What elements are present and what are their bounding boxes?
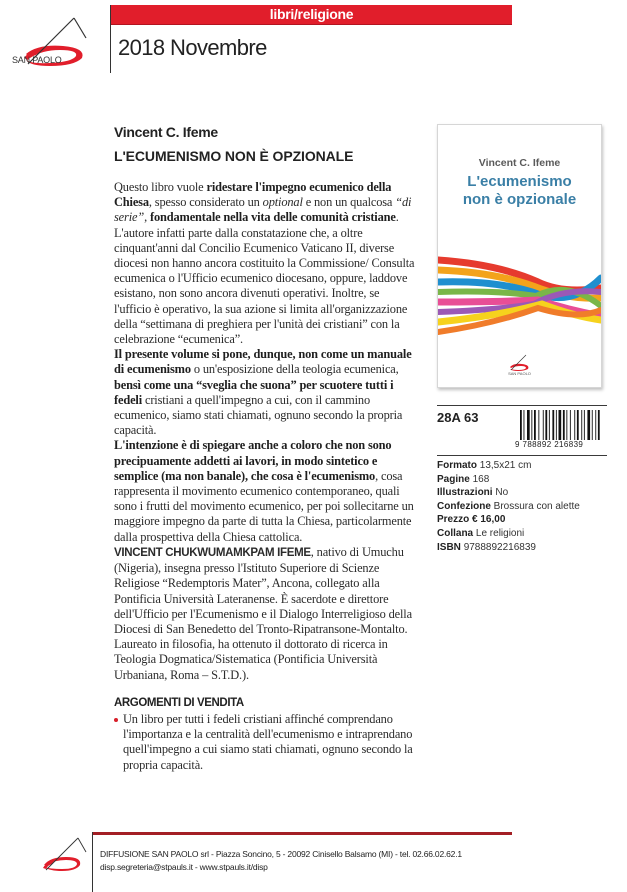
spec-value: 168	[472, 473, 490, 485]
italic-text: “di serie”	[114, 195, 412, 225]
spec-value: No	[495, 487, 509, 499]
barcode-bar	[574, 410, 575, 440]
footer-divider	[92, 832, 93, 892]
spec-label: Collana	[437, 527, 474, 539]
footer-contact: disp.segreteria@stpauls.it - www.stpauls.it/disp	[100, 862, 268, 872]
barcode-bar	[552, 410, 554, 440]
footer-address-text: srl - Piazza Soncino, 5 - 20092 Cinisello Balsamo (MI) - tel. 02.66.02.62.1	[198, 849, 462, 859]
description-text: , spesso considerato un	[148, 195, 263, 210]
publisher-logo-text: SAN PAOLO	[12, 55, 62, 65]
spec-row	[437, 541, 617, 555]
cover-title-line-1: L'ecumenismo	[467, 173, 572, 190]
barcode-bar	[527, 410, 530, 440]
description-text: o un'esposizione della teologia ecumenica,	[190, 362, 399, 377]
spec-value: 9788892216839	[463, 541, 536, 553]
barcode-bar	[531, 410, 532, 440]
emphasis-text: ridestare l'impegno ecumenico della Chiesa	[114, 180, 392, 210]
spec-row	[437, 513, 617, 527]
barcode-bar	[584, 410, 585, 440]
spec-row	[437, 473, 617, 487]
spec-row	[437, 500, 617, 514]
barcode-bar	[566, 410, 567, 440]
barcode-bar	[598, 410, 600, 440]
spec-label: ISBN	[437, 541, 461, 553]
spec-value: € 16,00	[472, 514, 506, 526]
description-paragraph	[114, 347, 416, 438]
barcode-bar	[534, 410, 536, 440]
book-specs	[437, 459, 617, 554]
spec-value: Le religioni	[475, 527, 525, 539]
description-paragraph	[114, 438, 416, 544]
barcode-bar	[538, 410, 539, 440]
book-title: L'ECUMENISMO NON È OPZIONALE	[114, 148, 354, 164]
barcode-number: 9 788892 216839	[515, 440, 584, 449]
san-paolo-footer-logo-icon	[40, 835, 90, 873]
cover-title-line-2: non è opzionale	[462, 191, 577, 208]
author-full-name: VINCENT CHUKWUMAMKPAM IFEME	[114, 547, 311, 559]
barcode-bar	[559, 410, 562, 440]
divider	[437, 455, 607, 456]
book-description	[114, 180, 416, 545]
cover-title	[438, 173, 601, 209]
spec-row	[437, 486, 617, 500]
product-code: 28A 63	[437, 410, 479, 425]
author-bio-paragraph	[114, 545, 416, 683]
italic-text: optional	[262, 195, 303, 210]
barcode-bar	[587, 410, 590, 440]
san-paolo-logo-icon	[8, 14, 98, 74]
author-bio	[114, 545, 416, 683]
spec-label: Illustrazioni	[437, 487, 493, 499]
spec-value: 13,5x21 cm	[479, 460, 532, 471]
issue-date: 2018 Novembre	[118, 35, 267, 60]
spec-row	[437, 459, 617, 473]
footer-address	[100, 849, 462, 859]
emphasis-text: fondamentale nella vita delle comunità cristiane	[149, 210, 396, 225]
selling-points-list	[114, 712, 419, 773]
barcode-bar	[545, 410, 547, 440]
selling-point-item	[114, 712, 419, 773]
barcode-bar	[556, 410, 557, 440]
spec-label: Confezione	[437, 500, 491, 512]
book-author: Vincent C. Ifeme	[114, 124, 218, 140]
barcode-bar	[570, 410, 571, 440]
spec-value: Brossura con alette	[493, 500, 580, 512]
barcode-icon	[520, 410, 604, 440]
description-text: Questo libro vuole	[114, 180, 207, 194]
category-label: libri/religione	[269, 6, 354, 22]
spec-label: Prezzo	[437, 514, 470, 526]
braided-ropes-illustration-icon	[438, 250, 601, 340]
emphasis-text: Il presente volume si pone, dunque, non come un manuale di ecumenismo	[114, 347, 412, 377]
cover-publisher-text: SAN PAOLO	[508, 371, 531, 376]
barcode-bar	[563, 410, 565, 440]
description-paragraph	[114, 180, 416, 347]
barcode-bar	[543, 410, 544, 440]
emphasis-text: bensì come una “sveglia che suona” per scuotere tutti i fedeli	[114, 377, 394, 407]
cover-author: Vincent C. Ifeme	[478, 157, 561, 169]
footer-company: DIFFUSIONE SAN PAOLO	[100, 849, 199, 859]
book-cover-image	[437, 124, 602, 388]
category-band	[111, 5, 512, 25]
footer-rule	[93, 832, 512, 835]
description-text: cristiani a quell'impegno a cui, con il cammino ecumenico, siamo stati chiamati, ognuno secondo la propria capacità.	[114, 392, 403, 438]
barcode-bar	[592, 410, 593, 440]
barcode-bar	[581, 410, 582, 440]
selling-points-heading: ARGOMENTI DI VENDITA	[114, 697, 244, 709]
emphasis-text: L'intenzione è di spiegare anche a coloro che non sono precipuamente addetti ai lavori, in modo sintetico e semplice (ma non banale), che cosa è l'ecumenismo	[114, 438, 392, 483]
spec-row	[437, 527, 617, 541]
barcode-bar	[595, 410, 596, 440]
selling-point-text: Un libro per tutti i fedeli cristiani affinché comprendano l'importanza e la centralità dell'ecumenismo e intraprendano quell'impegno a cui siamo stati chiamati, ognuno secondo la propria capacità.	[123, 712, 413, 772]
description-text: , cosa rappresenta il movimento ecumenico contemporaneo, quali sono i frutti del movimento ecumenico, per poi sollecitarne un maggiore impegno da parte di tutta la Chiesa, particolarmente dalla prospettiva della Chiesa cattolica.	[114, 468, 414, 544]
divider	[437, 405, 607, 406]
barcode-bar	[524, 410, 525, 440]
barcode-bar	[549, 410, 550, 440]
description-text: e non un qualcosa	[302, 195, 396, 210]
description-text: . L'autore infatti parte dalla constatazione che, a oltre cinquant'anni dal Concilio Ecumenico Vaticano II, diverse diocesi non hanno ancora costituito la Commissione/ Consulta ecumenica o l'Ufficio ecumenico diocesano, oppure, laddove esistano, non sono ancora divenuti operativi. Inoltre, se l'ufficio è operativo, la sua azione si limita all'organizzazione della “settimana di preghiera per l'unità dei cristiani” con la celebrazione “ecumenica”.	[114, 210, 415, 347]
barcode-bar	[520, 410, 522, 440]
barcode-bar	[577, 410, 579, 440]
cover-publisher-logo-icon	[504, 353, 534, 373]
spec-label: Pagine	[437, 473, 470, 485]
description-text: ,	[144, 210, 150, 225]
bullet-icon	[114, 718, 118, 722]
author-bio-text: , nativo di Umuchu (Nigeria), insegna presso l'Istituto Superiore di Scienze Religiose “Redemptoris Mater”, Ancona, collegato alla Pontificia Università Lateranense. È sacerdote e direttore dell'Ufficio per l'Ecumenismo e il Dialogo Interreligioso della Diocesi di San Benedetto del Tronto-Ripatransone-Montalto. Laureato in filosofia, ha ottenuto il dottorato di ricerca in Teologia Dogmatica/Sistematica (Pontificia Università Urbaniana, Roma – S.T.D.).	[114, 545, 412, 682]
spec-label: Formato	[437, 460, 477, 471]
